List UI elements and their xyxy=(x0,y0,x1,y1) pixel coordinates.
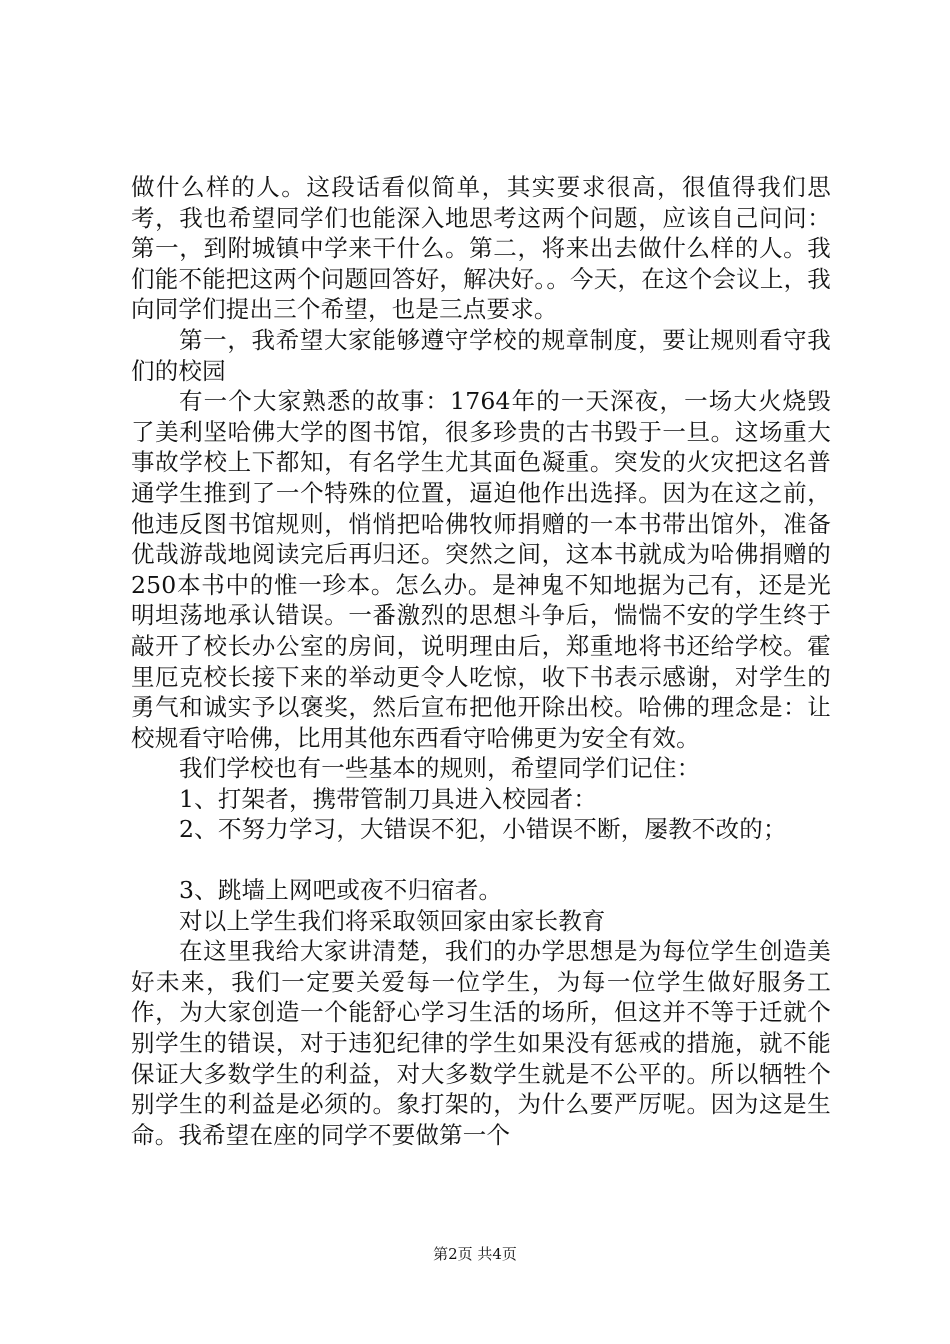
paragraph-intro: 做什么样的人。这段话看似简单，其实要求很高，很值得我们思考，我也希望同学们也能深入地思考这两个问题，应该自己问问：第一，到附城镇中学来干什么。第二，将来出去做什么样的人。我们能不能把这两个问题回答好，解决好。。今天，在这个会议上，我向同学们提出三个希望，也是三点要求。 xyxy=(131,173,831,324)
paragraph-consequence: 对以上学生我们将采取领回家由家长教育 xyxy=(179,906,606,935)
blank-line xyxy=(131,845,831,875)
paragraph-harvard-story: 有一个大家熟悉的故事：1764年的一天深夜，一场大火烧毁了美利坚哈佛大学的图书馆，很多珍贵的古书毁于一旦。这场重大事故学校上下都知，有名学生尤其面色凝重。突发的火灾把这名普通学生推到了一个特殊的位置，逼迫他作出选择。因为在这之前，他违反图书馆规则，悄悄把哈佛牧师捐赠的一本书带出馆外，准备优哉游哉地阅读完后再归还。突然之间，这本书就成为哈佛捐赠的250本书中的惟一珍本。怎么办。是神鬼不知地据为己有，还是光明坦荡地承认错误。一番激烈的思想斗争后，惴惴不安的学生终于敲开了校长办公室的房间，说明理由后，郑重地将书还给学校。霍里厄克校长接下来的举动更令人吃惊，收下书表示感谢，对学生的勇气和诚实予以褒奖，然后宣布把他开除出校。哈佛的理念是：让校规看守哈佛，比用其他东西看守哈佛更为安全有效。 xyxy=(131,387,831,752)
paragraph-philosophy: 在这里我给大家讲清楚，我们的办学思想是为每位学生创造美好未来，我们一定要关爱每一位学生，为每一位学生做好服务工作，为大家创造一个能舒心学习生活的场所，但这并不等于迁就个别学生的错误，对于违犯纪律的学生如果没有惩戒的措施，就不能保证大多数学生的利益，对大多数学生就是不公平的。所以牺牲个别学生的利益是必须的。象打架的，为什么要严厉呢。因为这是生命。我希望在座的同学不要做第一个 xyxy=(131,937,831,1149)
page-footer: 第2页 共4页 xyxy=(433,1245,517,1263)
rule-item-1: 1、打架者，携带管制刀具进入校园者： xyxy=(179,784,598,813)
document-body xyxy=(131,172,831,1150)
rule-item-2: 2、不努力学习，大错误不犯，小错误不断，屡教不改的； xyxy=(179,815,787,844)
paragraph-first-hope: 第一，我希望大家能够遵守学校的规章制度，要让规则看守我们的校园 xyxy=(131,325,831,385)
rule-item-3: 3、跳墙上网吧或夜不归宿者。 xyxy=(179,876,503,905)
paragraph-school-rules: 我们学校也有一些基本的规则，希望同学们记住： xyxy=(179,754,701,783)
